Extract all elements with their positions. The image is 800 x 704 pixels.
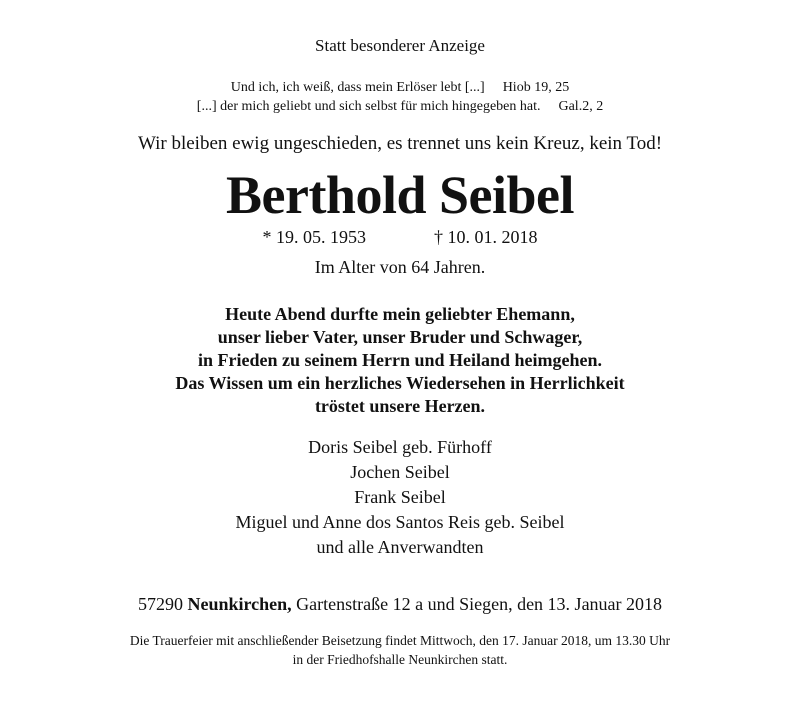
funeral-info-line: in der Friedhofshalle Neunkirchen statt. bbox=[292, 652, 508, 667]
announcement-line: unser lieber Vater, unser Bruder und Schwager, bbox=[217, 327, 583, 347]
mourner-name: Frank Seibel bbox=[354, 487, 446, 507]
death-date: † 10. 01. 2018 bbox=[434, 227, 538, 247]
verse-text: Und ich, ich weiß, dass mein Erlöser lebt [...] bbox=[230, 80, 485, 95]
bible-verse bbox=[0, 80, 800, 96]
birth-date: * 19. 05. 1953 bbox=[262, 227, 366, 247]
postcode: 57290 bbox=[137, 594, 183, 614]
life-dates bbox=[0, 227, 800, 248]
city: Neunkirchen, bbox=[187, 594, 292, 614]
address-date: Gartenstraße 12 a und Siegen, den 13. Januar 2018 bbox=[296, 594, 663, 614]
header-text: Statt besonderer Anzeige bbox=[315, 36, 485, 55]
verse-reference: Hiob 19, 25 bbox=[502, 80, 570, 95]
verse-reference: Gal.2, 2 bbox=[558, 99, 604, 114]
place-and-date bbox=[0, 594, 800, 615]
mourner-name: Miguel und Anne dos Santos Reis geb. Seibel bbox=[235, 512, 565, 532]
announcement-line: in Frieden zu seinem Herrn und Heiland heimgehen. bbox=[197, 350, 602, 370]
age-line: Im Alter von 64 Jahren. bbox=[314, 257, 486, 277]
announcement-line: tröstet unsere Herzen. bbox=[314, 396, 486, 416]
announcement-line: Das Wissen um ein herzliches Wiedersehen in Herrlichkeit bbox=[175, 373, 625, 393]
bible-verse bbox=[0, 99, 800, 115]
verse-text: [...] der mich geliebt und sich selbst für mich hingegeben hat. bbox=[196, 99, 541, 114]
motto: Wir bleiben ewig ungeschieden, es trennet uns kein Kreuz, kein Tod! bbox=[137, 133, 663, 154]
announcement-line: Heute Abend durfte mein geliebter Ehemann, bbox=[225, 304, 575, 324]
funeral-info-line: Die Trauerfeier mit anschließender Beisetzung findet Mittwoch, den 17. Januar 2018, um 13.30 Uhr bbox=[129, 633, 671, 648]
mourner-name: Jochen Seibel bbox=[350, 462, 450, 482]
deceased-name: Berthold Seibel bbox=[225, 165, 574, 225]
mourner-name: und alle Anverwandten bbox=[316, 537, 484, 557]
mourner-name: Doris Seibel geb. Fürhoff bbox=[308, 437, 492, 457]
